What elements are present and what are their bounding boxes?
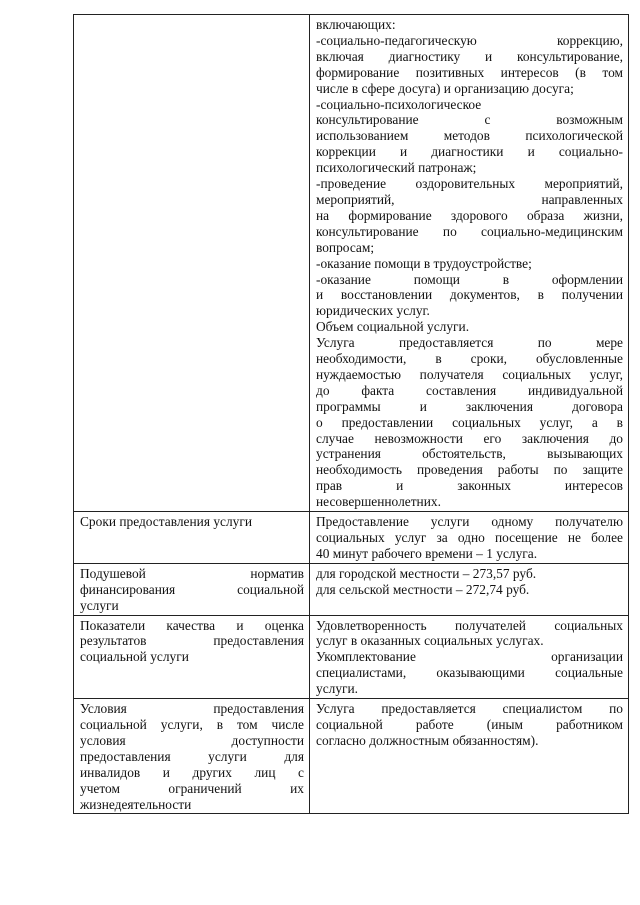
text-line: для сельской местности – 272,74 руб. xyxy=(316,581,530,597)
row-label-cell xyxy=(74,512,310,564)
text-line: Укомплектование организации xyxy=(316,649,623,665)
service-standard-table xyxy=(73,14,629,814)
text-line: на формирование здорового образа жизни, xyxy=(316,207,623,223)
text-line: социальных услуг за одно посещение не более xyxy=(316,530,623,545)
text-line: 40 минут рабочего времени – 1 услуга. xyxy=(316,545,538,561)
text-line: формирование позитивных интересов (в том xyxy=(316,64,623,80)
text-line: коррекции и диагностики и социально- xyxy=(316,144,623,160)
row-label xyxy=(80,566,304,614)
text-line: включая диагностику и консультирование, xyxy=(316,48,623,64)
text-line: финансирования социальной xyxy=(80,581,304,597)
text-line: несовершеннолетних. xyxy=(316,494,441,510)
table-row xyxy=(74,615,629,699)
text-line: -социально-психологическое xyxy=(316,96,482,112)
row-label-cell xyxy=(74,15,310,512)
row-label xyxy=(80,514,304,530)
text-line: использованием методов психологической xyxy=(316,128,623,144)
row-label xyxy=(80,618,304,666)
text-line: прав и законных интересов xyxy=(316,478,623,494)
row-value-cell xyxy=(310,615,629,699)
text-line: Услуга предоставляется по мере xyxy=(316,335,623,351)
text-line: числе в сфере досуга) и организацию досуга; xyxy=(316,80,574,96)
text-line: до факта составления индивидуальной xyxy=(316,382,623,398)
text-line: Подушевой норматив xyxy=(80,565,304,581)
text-line: устранения обстоятельств, вызывающих xyxy=(316,446,623,462)
text-line: предоставления услуги для xyxy=(80,748,304,764)
text-line: консультирование с возможным xyxy=(316,112,623,128)
row-label-cell xyxy=(74,615,310,699)
text-line: Объем социальной услуги. xyxy=(316,319,470,335)
row-value-cell xyxy=(310,563,629,615)
row-label-cell xyxy=(74,699,310,814)
text-line: Удовлетворенность получателей социальных xyxy=(316,617,623,633)
text-line: Предоставление услуги одному получателю xyxy=(316,514,623,530)
text-line: социальной услуги, в том числе xyxy=(80,716,304,732)
row-label xyxy=(80,701,304,812)
text-line: Условия предоставления xyxy=(80,701,304,717)
table-row xyxy=(74,699,629,814)
row-value-cell xyxy=(310,15,629,512)
text-line: услуги xyxy=(80,597,119,613)
text-line: условия доступности xyxy=(80,732,304,748)
text-line: и восстановлении документов, в получении xyxy=(316,287,623,303)
text-line: -проведение оздоровительных мероприятий, xyxy=(316,176,623,192)
text-line: о предоставлении социальных услуг, а в xyxy=(316,414,623,430)
text-line: для городской местности – 273,57 руб. xyxy=(316,565,537,581)
row-label-cell xyxy=(74,563,310,615)
text-line: результатов предоставления xyxy=(80,633,304,649)
text-line: мероприятий, направленных xyxy=(316,191,623,207)
text-line: услуг в оказанных социальных услугах. xyxy=(316,633,544,649)
text-line: нуждаемостью получателя социальных услуг, xyxy=(316,366,623,382)
text-line: -оказание помощи в оформлении xyxy=(316,271,623,287)
row-value-cell xyxy=(310,512,629,564)
text-line: согласно должностным обязанностям). xyxy=(316,732,539,748)
row-value xyxy=(316,566,623,598)
text-line: консультирование по социально-медицинским xyxy=(316,223,623,239)
text-line: учетом ограничений их xyxy=(80,780,304,796)
text-line: -социально-педагогическую коррекцию, xyxy=(316,32,623,48)
table-row xyxy=(74,512,629,564)
table-body xyxy=(74,15,629,814)
text-line: Услуга предоставляется специалистом по xyxy=(316,701,623,717)
row-value xyxy=(316,514,623,562)
text-line: -оказание помощи в трудоустройстве; xyxy=(316,255,532,271)
text-line: социальной услуги xyxy=(80,649,189,665)
text-line: вопросам; xyxy=(316,239,375,255)
table-row xyxy=(74,15,629,512)
text-line: социальной работе (иным работником xyxy=(316,716,623,732)
text-line: случае невозможности его заключения до xyxy=(316,430,623,446)
table-row xyxy=(74,563,629,615)
text-line: необходимости, в сроки, обусловленные xyxy=(316,351,623,367)
row-value xyxy=(316,17,623,510)
text-line: программы и заключения договора xyxy=(316,398,623,414)
row-value xyxy=(316,618,623,698)
row-value xyxy=(316,701,623,749)
text-line: инвалидов и других лиц с xyxy=(80,764,304,780)
text-line: услуги. xyxy=(316,681,359,697)
row-value-cell xyxy=(310,699,629,814)
text-line: юридических услуг. xyxy=(316,303,430,319)
text-line: необходимость проведения работы по защите xyxy=(316,462,623,478)
text-line: психологический патронаж; xyxy=(316,160,477,176)
text-line: включающих: xyxy=(316,17,396,32)
text-line: Показатели качества и оценка xyxy=(80,617,304,633)
text-line: жизнедеятельности xyxy=(80,796,192,812)
text-line: Сроки предоставления услуги xyxy=(80,514,252,530)
text-line: специалистами, оказывающими социальные xyxy=(316,665,623,681)
